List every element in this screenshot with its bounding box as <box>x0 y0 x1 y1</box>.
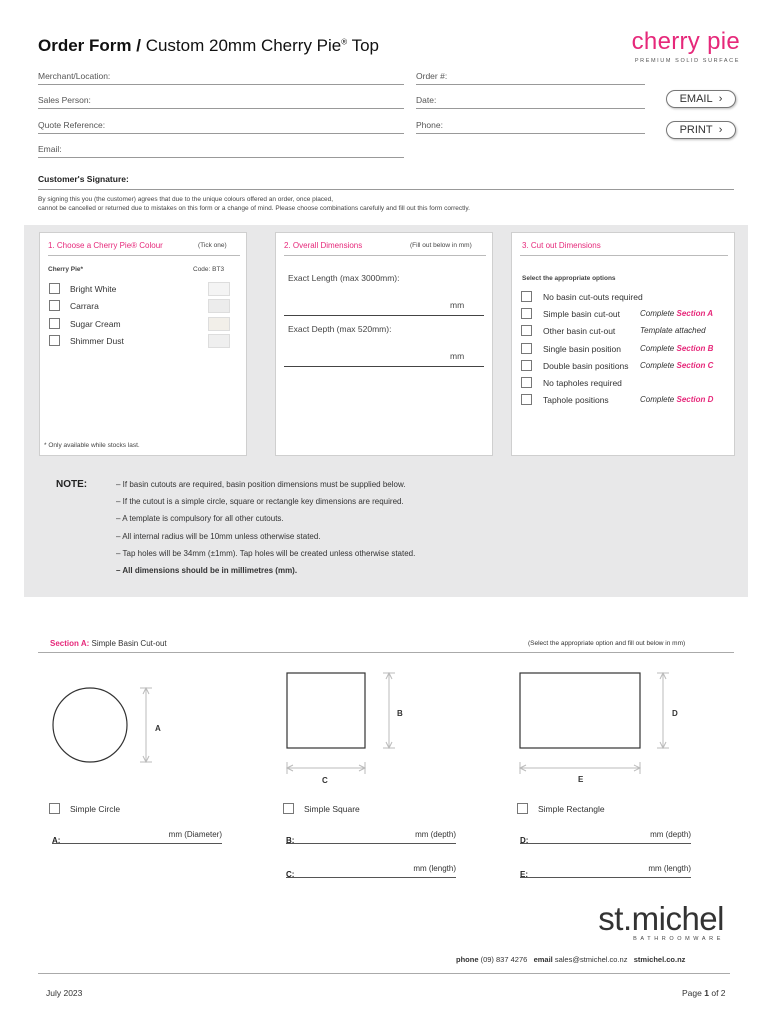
page-title: Order Form / Custom 20mm Cherry Pie® Top <box>38 36 380 55</box>
signature-terms: By signing this you (the customer) agrees that due to the unique colours offered an order, once placed, cannot be cancelled or returned due to mistakes on this form or a change of mind. Please choose combinations carefully and fill out this form correctly. <box>38 196 470 212</box>
dim-label-e: E <box>578 775 584 784</box>
colour-heading: 1. Choose a Cherry Pie® Colour <box>48 241 163 250</box>
simple-square-checkbox[interactable] <box>283 803 294 814</box>
order-number-field[interactable]: Order #: <box>416 71 645 85</box>
cutout-panel: 3. Cut out Dimensions Select the appropriate options No basin cut-outs required Simple basin cut-out Complete Section A Other basin cut-out Template attached Single basin position Complete Section B Double basin positions Complete Section C No tapholes required Taphole positions Complete Section D <box>511 232 735 456</box>
signature-label: Customer's Signature: <box>38 174 129 184</box>
section-a-title: Section A: Simple Basin Cut-out <box>50 639 167 648</box>
cutout-checkbox[interactable] <box>521 308 532 319</box>
cutout-label: No basin cut-outs required <box>543 292 643 302</box>
phone-field[interactable]: Phone: <box>416 120 645 134</box>
cutout-option[interactable] <box>521 377 731 391</box>
cutout-checkbox[interactable] <box>521 343 532 354</box>
dim-label-a: A <box>155 724 161 733</box>
cutout-instruction: Complete Section C <box>640 360 714 370</box>
dimension-a-arrow <box>140 688 152 762</box>
colour-swatch <box>208 282 230 296</box>
colour-label: Sugar Cream <box>70 318 121 329</box>
note-item: – All internal radius will be 10mm unless otherwise stated. <box>116 531 321 541</box>
email-link[interactable]: sales@stmichel.co.nz <box>554 955 628 964</box>
cutout-label: Double basin positions <box>543 360 629 371</box>
dimension-a-input[interactable]: A: mm (Diameter) <box>52 830 222 845</box>
colour-swatch <box>208 299 230 313</box>
page-number: Page 1 of 2 <box>682 988 726 998</box>
depth-input[interactable] <box>284 365 484 367</box>
note-item: – Tap holes will be 34mm (±1mm). Tap holes will be created unless otherwise stated. <box>116 548 416 558</box>
dimension-c-input[interactable]: C: mm (length) <box>286 864 456 879</box>
email-button[interactable]: EMAIL › <box>666 90 736 108</box>
rectangle-shape <box>520 673 640 748</box>
colour-label: Bright White <box>70 284 117 294</box>
contact-info: phone (09) 837 4276 email sales@stmichel.co.nz stmichel.co.nz <box>456 955 686 964</box>
cutout-checkbox[interactable] <box>521 325 532 336</box>
cutout-checkbox[interactable] <box>521 377 532 388</box>
quote-reference-field[interactable]: Quote Reference: <box>38 120 404 134</box>
colour-swatch <box>208 317 230 331</box>
footer-date: July 2023 <box>46 988 83 998</box>
dim-label-d: D <box>672 709 678 718</box>
cutout-option[interactable] <box>521 343 731 357</box>
length-input[interactable] <box>284 314 484 316</box>
cutout-option[interactable] <box>521 360 731 374</box>
website-link[interactable]: stmichel.co.nz <box>633 955 686 964</box>
colour-option[interactable] <box>49 318 241 332</box>
stock-footnote: * Only available while stocks last. <box>44 442 140 449</box>
dim-label-b: B <box>397 709 403 718</box>
email-field[interactable]: Email: <box>38 144 404 158</box>
dimension-d-input[interactable]: D: mm (depth) <box>520 830 691 845</box>
colour-checkbox[interactable] <box>49 283 60 294</box>
cherry-pie-logo: cherry pie PREMIUM SOLID SURFACE <box>631 28 740 64</box>
cutout-instruction: Complete Section A <box>640 309 714 319</box>
chevron-right-icon: › <box>718 93 723 105</box>
cutout-option[interactable] <box>521 325 731 339</box>
note-item: – If the cutout is a simple circle, square or rectangle key dimensions are required. <box>116 497 404 507</box>
merchant-field[interactable]: Merchant/Location: <box>38 71 404 85</box>
cutout-checkbox[interactable] <box>521 360 532 371</box>
cutout-label: Other basin cut-out <box>543 326 616 337</box>
cutout-option[interactable] <box>521 308 731 322</box>
dimension-d-arrow <box>657 673 669 748</box>
colour-option[interactable] <box>49 300 241 314</box>
circle-shape <box>53 688 127 762</box>
dim-label-c: C <box>322 776 328 785</box>
cutout-label: No tapholes required <box>543 378 622 388</box>
dimension-e-input[interactable]: E: mm (length) <box>520 864 691 879</box>
colour-swatch <box>208 334 230 348</box>
colour-option[interactable] <box>49 283 241 297</box>
note-title: NOTE: <box>56 479 88 490</box>
dimension-b-arrow <box>383 673 395 748</box>
signature-line[interactable] <box>38 189 734 190</box>
colour-panel: 1. Choose a Cherry Pie® Colour (Tick one) Cherry Pie* Code: BT3 * Only available while stocks last. Bright White Carrara Sugar Cream Shimmer Dust <box>39 232 247 456</box>
st-michel-logo: st.michel BATHROOMWARE <box>598 900 724 942</box>
colour-label: Carrara <box>70 301 99 312</box>
simple-rectangle-checkbox[interactable] <box>517 803 528 814</box>
colour-label: Shimmer Dust <box>70 335 124 346</box>
print-button[interactable]: PRINT › <box>666 121 736 139</box>
cutout-label: Single basin position <box>543 343 621 354</box>
cutout-option[interactable] <box>521 394 731 408</box>
colour-checkbox[interactable] <box>49 318 60 329</box>
square-shape <box>287 673 365 748</box>
colour-option[interactable] <box>49 335 241 349</box>
shape-diagrams <box>0 660 770 790</box>
cutout-instruction: Template attached <box>640 326 706 336</box>
dimension-e-arrow <box>520 762 640 774</box>
note-item: – All dimensions should be in millimetres (mm). <box>116 566 298 575</box>
sales-person-field[interactable]: Sales Person: <box>38 95 404 109</box>
note-item: – If basin cutouts are required, basin position dimensions must be supplied below. <box>116 480 406 489</box>
chevron-right-icon: › <box>718 124 723 136</box>
colour-checkbox[interactable] <box>49 300 60 311</box>
cutout-label: Taphole positions <box>543 395 609 406</box>
dimensions-panel: 2. Overall Dimensions (Fill out below in mm) Exact Length (max 3000mm): mm Exact Depth (max 520mm): mm <box>275 232 493 456</box>
cutout-option[interactable] <box>521 291 731 305</box>
cutout-instruction: Complete Section D <box>640 395 714 405</box>
colour-checkbox[interactable] <box>49 335 60 346</box>
cutout-checkbox[interactable] <box>521 291 532 302</box>
cutout-checkbox[interactable] <box>521 394 532 405</box>
date-field[interactable]: Date: <box>416 95 645 109</box>
cutout-label: Simple basin cut-out <box>543 309 621 320</box>
dimension-b-input[interactable]: B: mm (depth) <box>286 830 456 845</box>
dimension-c-arrow <box>287 762 365 774</box>
note-item: – A template is compulsory for all other cutouts. <box>116 514 284 524</box>
cutout-instruction: Complete Section B <box>640 343 714 353</box>
simple-circle-checkbox[interactable] <box>49 803 60 814</box>
